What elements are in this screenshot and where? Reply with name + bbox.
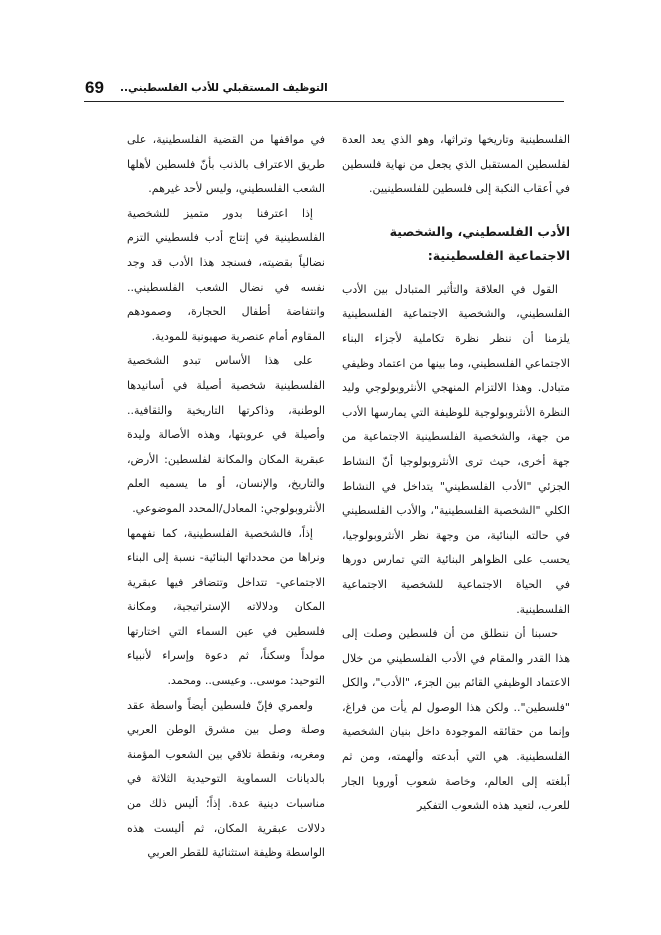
right-paragraph-1: الفلسطينية وتاريخها وتراثها، وهو الذي يعد العدة لفلسطين المستقبل الذي يجعل من نهاية فلسطين في أعقاب النكبة إلى فلسطين للفلسطينيين. — [342, 133, 570, 196]
running-header: التوظيف المستقبلي للأدب الفلسطيني.. — [120, 82, 328, 94]
right-text-column — [342, 128, 570, 819]
right-paragraph-2: القول في العلاقة والتأثير المتبادل بين الأدب الفلسطيني، والشخصية الاجتماعية الفلسطينية يلزمنا أن ننظر نظرة تكاملية لأجزاء البناء الاجتماعي الفلسطيني، وما بينها من اعتماد وظيفي متبادل. وهذا الالتزام المنهجي الأنثروبولوجي وليد النظرة الأنثروبولوجية للوظيفة التي يمارسها الأدب من جهة، والشخصية الفلسطينية الاجتماعية من جهة أخرى، حيث ترى الأنثروبولوجيا أنّ النشاط الجزئي "الأدب الفلسطيني" يتداخل في النشاط الكلي "الشخصية الفلسطينية"، والأدب الفلسطيني في حالته البنائية، من وجهة نظر الأنثروبولوجيا، يحسب على الظواهر البنائية التي تمارس دورها في الحياة الاجتماعية للشخصية الاجتماعية الفلسطينية. — [342, 282, 570, 616]
left-paragraph-5: ولعمري فإنّ فلسطين أيضاً واسطة عقد وصلة وصل بين مشرق الوطن العربي ومغربه، ونقطة تلاقي بين الشعوب المؤمنة بالديانات السماوية التوحيدية الثلاثة في مناسبات دينية عدة. إذاً؛ أليس ذلك من دلالات عبقرية المكان، ثم أليست هذه الواسطة وظيفة استثنائية للقطر العربي — [127, 698, 325, 860]
header-divider — [84, 101, 564, 102]
left-paragraph-4: إذاً، فالشخصية الفلسطينية، كما نفهمها ونراها من محدداتها البنائية- نسبة إلى البناء الاجتماعي- تتداخل وتتضافر فيها عبقرية المكان ودلالاته الإستراتيجية، ومكانة فلسطين في عين السماء التي اختارتها مولداً وسكناً، ثم دعوة وإسراء لأنبياء التوحيد: موسى.. وعيسى.. ومحمد. — [127, 526, 325, 688]
section-heading: الأدب الفلسطيني، والشخصية الاجتماعية الفلسطينية: — [389, 223, 570, 263]
left-paragraph-2: إذا اعترفنا بدور متميز للشخصية الفلسطينية في إنتاج أدب فلسطيني التزم نضالياً بقضيته، فسنجد هذا الأدب قد وجد نفسه في نضال الشعب الفلسطيني.. وانتفاضة أطفال الحجارة، وصمودهم المقاوم أمام عنصرية صهيونية للمودية. — [127, 206, 325, 343]
left-paragraph-1: في مواقفها من القضية الفلسطينية، على طريق الاعتراف بالذنب بأنّ فلسطين لأهلها الشعب الفلسطيني، وليس لأحد غيرهم. — [127, 133, 325, 196]
left-text-column — [127, 128, 325, 866]
page-number: 69 — [85, 78, 104, 97]
left-paragraph-3: على هذا الأساس تبدو الشخصية الفلسطينية شخصية أصيلة في أسانيدها الوطنية، وذاكرتها التاريخية والثقافية.. وأصيلة في عروبتها، وهذه الأصالة وليدة عبقرية المكان والمكانة لفلسطين: الأرض، والتاريخ، والإنسان، أو ما يسميه العلم الأنثروبولوجي: المعادل/المحدد الموضوعي. — [127, 354, 325, 515]
right-paragraph-3: حسبنا أن ننطلق من أن فلسطين وصلت إلى هذا القدر والمقام في الأدب الفلسطيني من خلال الاعتماد الوظيفي القائم بين الجزء، "الأدب"، والكل "فلسطين".. ولكن هذا الوصول لم يأت من فراغ، وإنما من حقائقه الموجودة داخل بنيان الشخصية الفلسطينية. هي التي أبدعته وألهمته، ومن ثم أبلغته إلى العالم، وخاصة شعوب أوروبا الجار للعرب، لتعيد هذه الشعوب التفكير — [342, 627, 570, 813]
